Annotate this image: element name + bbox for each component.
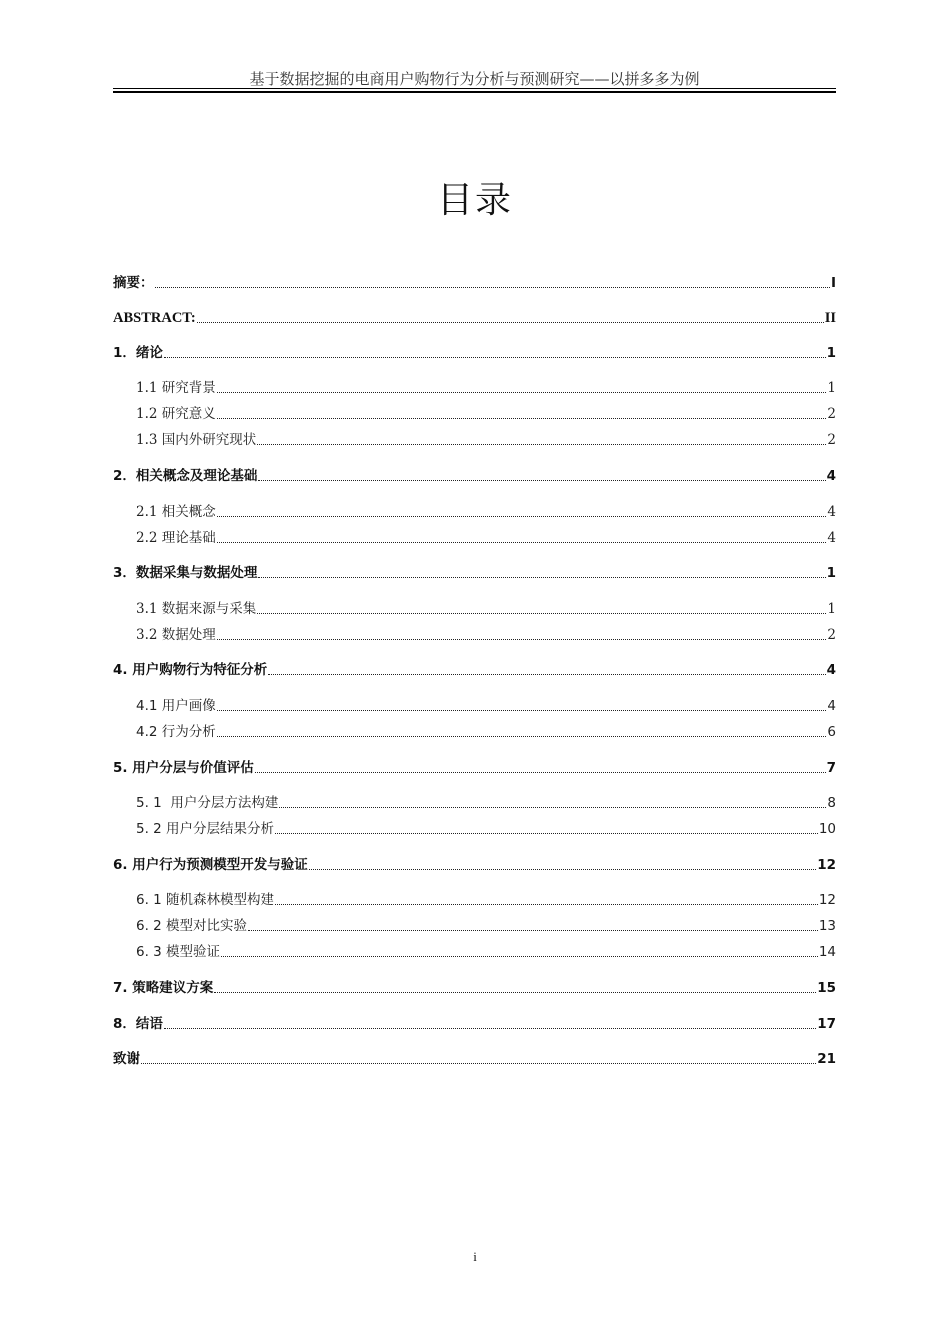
toc-entry-4-1[interactable] — [136, 696, 836, 716]
toc-entry-2-2[interactable] — [136, 528, 836, 548]
dot-leader — [197, 321, 824, 323]
dot-leader — [309, 868, 816, 870]
toc-entry-page: 8 — [827, 795, 836, 811]
toc-entry-page: 12 — [818, 892, 836, 908]
dot-leader — [217, 541, 827, 543]
toc-entry-label: ABSTRACT: — [113, 310, 196, 326]
toc-entry-1-2[interactable] — [136, 404, 836, 424]
toc-entry-page: 1 — [827, 380, 836, 396]
toc-entry-label: 致谢 — [113, 1051, 140, 1067]
toc-entry-label: 5. 2 用户分层结果分析 — [136, 821, 275, 837]
toc-entry-label: 6. 用户行为预测模型开发与验证 — [113, 857, 308, 873]
toc-entry-label: 4.2 行为分析 — [136, 724, 216, 740]
dot-leader — [217, 417, 827, 419]
toc-entry-6-3[interactable] — [136, 942, 836, 962]
dot-leader — [258, 576, 825, 578]
toc-entry-chapter-2[interactable] — [113, 466, 836, 486]
toc-entry-label: 4. 用户购物行为特征分析 — [113, 662, 268, 678]
toc-entry-label: 6. 3 模型验证 — [136, 944, 221, 960]
dot-leader — [155, 286, 830, 288]
dot-leader — [164, 1027, 816, 1029]
toc-entry-3-2[interactable] — [136, 625, 836, 645]
page-header-title: 基于数据挖掘的电商用户购物行为分析与预测研究——以拼多多为例 — [249, 70, 700, 88]
toc-entry-page: 1 — [827, 601, 836, 617]
toc-entry-label: 7. 策略建议方案 — [113, 980, 214, 996]
dot-leader — [164, 356, 826, 358]
toc-entry-label: 8．结语 — [113, 1016, 163, 1032]
toc-entry-6-1[interactable] — [136, 890, 836, 910]
toc-entry-page: 13 — [818, 918, 836, 934]
toc-entry-page: 4 — [827, 504, 836, 520]
toc-entry-label: 1.3 国内外研究现状 — [136, 432, 257, 448]
toc-entry-page: 17 — [817, 1016, 836, 1032]
toc-entry-label: 2．相关概念及理论基础 — [113, 468, 258, 484]
toc-entry-page: 4 — [827, 530, 836, 546]
toc-entry-acknowledgements[interactable] — [113, 1049, 836, 1069]
dot-leader — [275, 832, 818, 834]
toc-entry-chapter-7[interactable] — [113, 978, 836, 998]
toc-entry-label: 5. 1 用户分层方法构建 — [136, 795, 279, 811]
toc-entry-page: 4 — [826, 662, 836, 678]
dot-leader — [221, 955, 818, 957]
toc-entry-page: 2 — [827, 406, 836, 422]
toc-entry-label: 2.1 相关概念 — [136, 504, 216, 520]
toc-entry-label: 2.2 理论基础 — [136, 530, 216, 546]
toc-entry-chapter-4[interactable] — [113, 660, 836, 680]
toc-entry-page: 14 — [818, 944, 836, 960]
toc-entry-page: 2 — [827, 627, 836, 643]
header-rule — [113, 88, 836, 93]
dot-leader — [217, 638, 827, 640]
toc-entry-label: 5. 用户分层与价值评估 — [113, 760, 254, 776]
toc-entry-1-1[interactable] — [136, 378, 836, 398]
toc-entry-page: II — [824, 310, 836, 326]
dot-leader — [217, 515, 827, 517]
toc-entry-label: 6. 2 模型对比实验 — [136, 918, 248, 934]
dot-leader — [279, 806, 826, 808]
toc-entry-page: 2 — [827, 432, 836, 448]
toc-entry-5-1[interactable] — [136, 793, 836, 813]
dot-leader — [214, 991, 816, 993]
toc-entry-page: 15 — [817, 980, 836, 996]
dot-leader — [258, 479, 825, 481]
toc-entry-chapter-5[interactable] — [113, 758, 836, 778]
toc-entry-chapter-6[interactable] — [113, 855, 836, 875]
toc-entry-1-3[interactable] — [136, 430, 836, 450]
toc-entry-2-1[interactable] — [136, 502, 836, 522]
toc-entry-page: 7 — [826, 760, 836, 776]
toc-entry-5-2[interactable] — [136, 819, 836, 839]
toc-entry-label: 1．绪论 — [113, 345, 163, 361]
dot-leader — [141, 1062, 816, 1064]
toc-entry-abstract-cn[interactable] — [113, 273, 836, 293]
toc-entry-abstract-en[interactable] — [113, 308, 836, 328]
toc-entry-label: 摘要： — [113, 275, 154, 291]
dot-leader — [217, 735, 827, 737]
toc-entry-page: 21 — [817, 1051, 836, 1067]
toc-entry-page: 4 — [827, 698, 836, 714]
toc-title: 目录 — [436, 180, 513, 221]
toc-entry-6-2[interactable] — [136, 916, 836, 936]
toc-entry-page: 4 — [826, 468, 836, 484]
dot-leader — [257, 612, 826, 614]
toc-entry-chapter-1[interactable] — [113, 343, 836, 363]
footer-page-number: i — [473, 1249, 477, 1264]
dot-leader — [248, 929, 818, 931]
toc-entry-label: 3.1 数据来源与采集 — [136, 601, 257, 617]
toc-entry-label: 1.1 研究背景 — [136, 380, 216, 396]
toc-entry-page: 6 — [827, 724, 836, 740]
dot-leader — [268, 673, 825, 675]
dot-leader — [255, 771, 826, 773]
dot-leader — [217, 709, 827, 711]
toc-entry-page: 1 — [826, 565, 836, 581]
toc-entry-label: 3．数据采集与数据处理 — [113, 565, 258, 581]
toc-entry-page: I — [830, 275, 836, 291]
toc-entry-label: 1.2 研究意义 — [136, 406, 216, 422]
toc-entry-label: 4.1 用户画像 — [136, 698, 216, 714]
toc-entry-page: 1 — [826, 345, 836, 361]
dot-leader — [217, 391, 827, 393]
toc-entry-label: 3.2 数据处理 — [136, 627, 216, 643]
dot-leader — [257, 443, 826, 445]
toc-entry-page: 10 — [818, 821, 836, 837]
toc-entry-chapter-3[interactable] — [113, 563, 836, 583]
dot-leader — [275, 903, 818, 905]
toc-entry-page: 12 — [817, 857, 836, 873]
toc-entry-label: 6. 1 随机森林模型构建 — [136, 892, 275, 908]
toc-entry-chapter-8[interactable] — [113, 1014, 836, 1034]
toc-entry-3-1[interactable] — [136, 599, 836, 619]
toc-entry-4-2[interactable] — [136, 722, 836, 742]
